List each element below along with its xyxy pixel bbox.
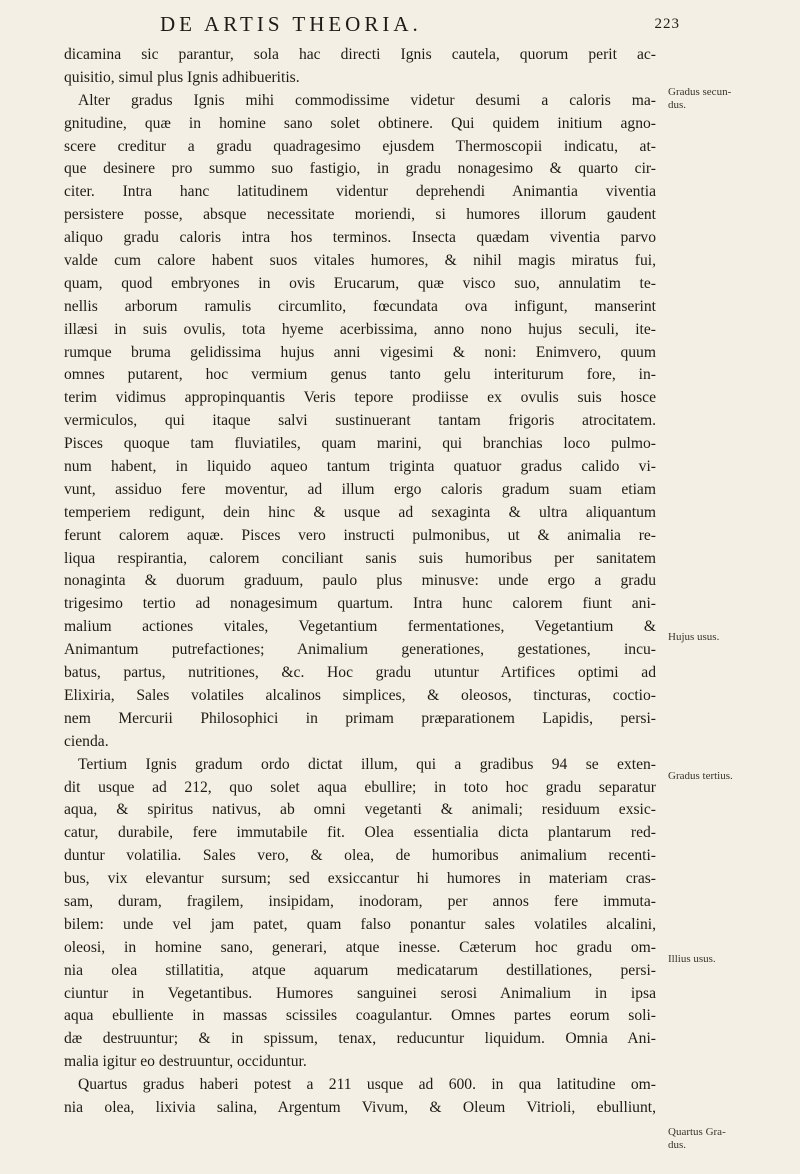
text-line: ferunt calorem aquæ. Pisces vero instructi pulmonibus, ut & animalia re- [64, 526, 656, 544]
text-line: quisitio, simul plus Ignis adhibueritis. [64, 68, 300, 86]
text-line: Alter gradus Ignis mihi commodissime videtur desumi a caloris ma- [78, 91, 656, 109]
text-line: Pisces quoque tam fluviatiles, quam marini, qui branchias loco pulmo- [64, 435, 656, 453]
text-line: persistere posse, absque necessitate moriendi, si humores illorum gaudent [64, 206, 656, 224]
margin-note-line: Quartus Gra- [668, 1126, 726, 1138]
text-line: Quartus gradus haberi potest a 211 usque ad 600. in qua latitudine om- [78, 1076, 656, 1094]
text-line: malia igitur eo destruuntur, occiduntur. [64, 1053, 307, 1071]
text-line: aqua ebulliente in massas scissiles coagulantur. Omnes partes eorum soli- [64, 1007, 656, 1025]
text-line: trigesimo tertio ad nonagesimum quartum. Intra hunc calorem fiunt ani- [64, 595, 656, 613]
text-line: quam, quod embryones in ovis Erucarum, quæ visco suo, annulatim te- [64, 274, 656, 292]
text-line: scere creditur a gradu quadragesimo ejusdem Thermoscopii indicatu, at- [64, 137, 656, 155]
body-text [64, 44, 656, 1120]
text-line: que desinere pro summo suo fastigio, in gradu nonagesimo & quarto cir- [64, 160, 656, 178]
text-line: Tertium Ignis gradum ordo dictat illum, qui a gradibus 94 se exten- [78, 755, 656, 773]
text-line: nia olea stillatitia, atque aquarum medicatarum destillationes, persi- [64, 961, 656, 979]
margin-note-line: Gradus secun- [668, 86, 732, 98]
text-line: illæsi in suis ovulis, tota hyeme acerbissima, anno nono hujus seculi, ite- [64, 320, 656, 338]
text-line: bilem: unde vel jam patet, quam falso ponantur sales volatiles alcalini, [64, 915, 656, 933]
text-line: terim vidimus appropinquantis Veris tepore prodiisse ex ovulis suis hosce [64, 389, 656, 407]
margin-note-line: Illius usus. [668, 953, 716, 965]
page-number: 223 [654, 16, 680, 32]
margin-note-line: dus. [668, 1139, 687, 1151]
text-line: nellis arborum ramulis circumlito, fœcundata ova infigunt, manserint [64, 297, 656, 315]
text-line: gnitudine, quæ in homine sano solet obtinere. Qui quidem initium agno- [64, 114, 656, 132]
text-line: vunt, assiduo fere moventur, ad illum ergo caloris gradum suam etiam [64, 480, 656, 498]
text-line: nonaginta & duorum graduum, paulo plus minusve: unde ergo a gradu [64, 572, 656, 590]
margin-note-line: dus. [668, 99, 687, 111]
text-line: dicamina sic parantur, sola hac directi Ignis cautela, quorum perit ac- [64, 46, 656, 63]
text-line: valde cum calore habent suos vitales humores, & nihil magis miratus fui, [64, 252, 656, 270]
text-line: temperiem redigunt, dein hinc & usque ad sexaginta & ultra aliquantum [64, 503, 656, 521]
text-line: Elixiria, Sales volatiles alcalinos simplices, & oleosos, tincturas, coctio- [64, 686, 656, 704]
text-line: dit usque ad 212, quo solet aqua ebullire; in toto hoc gradu separatur [64, 778, 656, 796]
margin-note-line: Gradus tertius. [668, 770, 733, 782]
text-line: Animantum putrefactiones; Animalium generationes, gestationes, incu- [64, 641, 656, 659]
margin-note-hujus-usus [668, 631, 778, 644]
text-line: sam, duram, fragilem, insipidam, inodoram, per annos fere immuta- [64, 892, 656, 910]
text-line: aliquo gradu caloris intra hos terminos. Insecta quædam viventia parvo [64, 229, 656, 247]
text-line: nem Mercurii Philosophici in primam præparationem Lapidis, persi- [64, 709, 656, 727]
text-line: cienda. [64, 732, 109, 750]
text-line: rumque bruma gelidissima hujus anni vigesimi & noni: Enimvero, quum [64, 343, 656, 361]
text-line: bus, vix elevantur sursum; sed exsiccantur hi humores in materiam cras- [64, 870, 656, 888]
text-line: nia olea, lixivia salina, Argentum Vivum, & Oleum Vitrioli, ebulliunt, [64, 1098, 656, 1116]
margin-note-gradus-secundus [668, 86, 778, 112]
text-line: num habent, in liquido aqueo tantum triginta quatuor gradus calido vi- [64, 458, 656, 476]
text-line: omnes putarent, hoc vermium genus tanto gelu interiturum fore, in- [64, 366, 656, 384]
text-line: citer. Intra hanc latitudinem videntur deprehendi Animantia viventia [64, 183, 656, 201]
margin-note-illius-usus [668, 953, 778, 966]
text-line: catur, durabile, fere immutabile fit. Olea essentialia dicta plantarum red- [64, 824, 656, 842]
text-line: ciuntur in Vegetantibus. Humores sanguinei serosi Animalium in ipsa [64, 984, 656, 1002]
text-line: dæ destruuntur; & in spissum, tenax, reducuntur liquidum. Omnia Ani- [64, 1030, 656, 1048]
running-title: DE ARTIS THEORIA. [160, 12, 422, 36]
margin-note-quartus-gradus [668, 1126, 778, 1152]
text-line: liqua respirantia, calorem conciliant sanis suis humoribus per sanitatem [64, 549, 656, 567]
margin-note-line: Hujus usus. [668, 631, 720, 643]
margin-note-gradus-tertius [668, 770, 778, 783]
text-line: aqua, & spiritus nativus, ab omni vegetanti & animali; residuum exsic- [64, 801, 656, 819]
text-line: batus, partus, nutritiones, &c. Hoc gradu utuntur Artifices optimi ad [64, 664, 656, 682]
running-head [160, 6, 680, 42]
text-line: malium actiones vitales, Vegetantium fermentationes, Vegetantium & [64, 618, 656, 636]
text-line: oleosi, in homine sano, generari, atque inesse. Cæterum hoc gradu om- [64, 938, 656, 956]
text-line: duntur volatilia. Sales vero, & olea, de humoribus animalium recenti- [64, 847, 656, 865]
text-line: vermiculos, qui itaque salvi sustinuerant tantam frigoris atrocitatem. [64, 412, 656, 430]
